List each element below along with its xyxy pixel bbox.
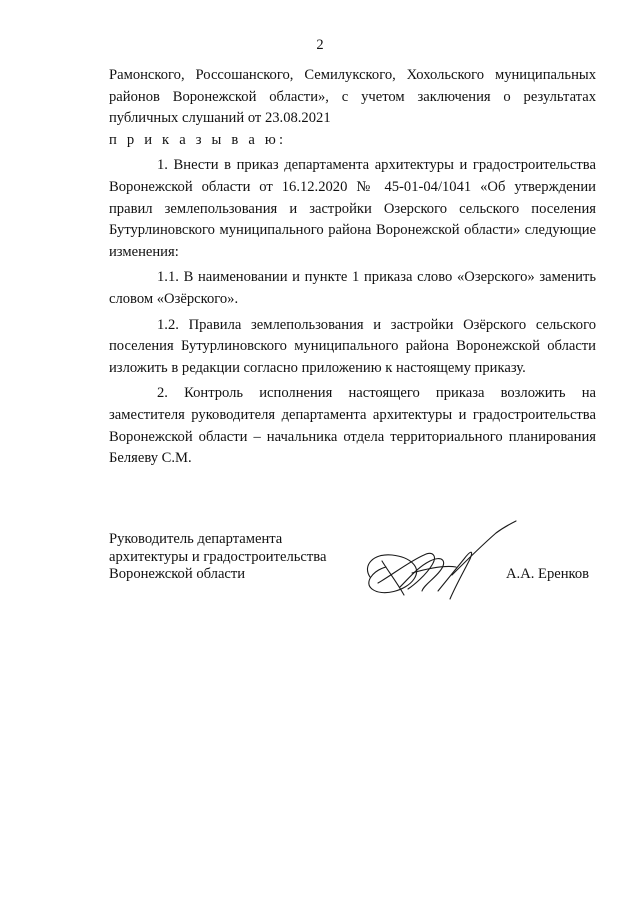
item-1-paragraph: 1. Внести в приказ департамента архитектуры и градостроительства Воронежской области от 16.12.2020 № 45-01-04/1041 «Об утверждении правил землепользования и застройки Озерского сельского поселения Бутурлиновского муниципального района Воронежской области» следующие изменения: [109,157,596,260]
handwritten-signature [352,515,522,615]
item-1-1-paragraph: 1.1. В наименовании и пункте 1 приказа слово «Озерского» заменить словом «Озёрского». [109,269,596,307]
item-1-2-paragraph: 1.2. Правила землепользования и застройки Озёрского сельского поселения Бутурлиновского муниципального района Воронежской области изложить в редакции согласно приложению к настоящему приказу. [109,316,596,376]
signer-title-line-2: архитектуры и градостроительства [109,548,327,565]
document-body [109,65,596,470]
signer-title [109,531,326,584]
signer-title-line-1: Руководитель департамента [109,531,283,547]
signer-title-line-3: Воронежской области [109,566,246,582]
page-number: 2 [316,37,324,53]
item-2-paragraph: 2. Контроль исполнения настоящего приказа возложить на заместителя руководителя департамента архитектуры и градостроительства Воронежской области – начальника отдела территориального планирования Беляеву С.М. [109,385,596,467]
order-word: п р и к а з ы в а ю: [109,131,287,148]
intro-paragraph: Рамонского, Россошанского, Семилукского, Хохольского муниципальных районов Воронежской области», с учетом заключения о результатах публичных слушаний от 23.08.2021 [109,67,596,127]
signer-name: А.А. Еренков [506,566,590,582]
